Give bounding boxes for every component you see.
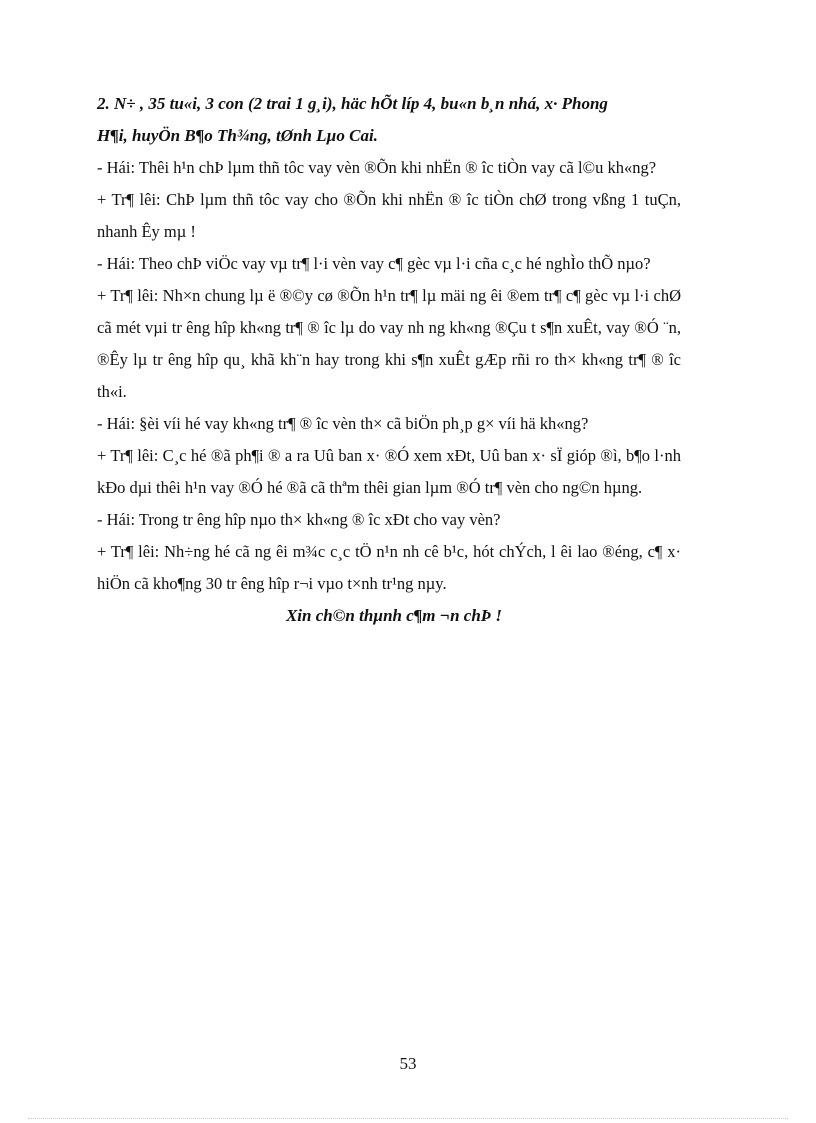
bottom-divider	[28, 1118, 788, 1119]
heading-line-1: 2. N÷ , 35 tu«i, 3 con (2 trai 1 g¸i), häc hÕt líp 4, bu«n b¸n nhá, x· Phong	[97, 94, 608, 113]
paragraph-answer-4: + Tr¶ lêi: Nh÷ng hé cã ng êi m¾c c¸c tÖ n¹n nh cê b¹c, hót chÝch, l êi lao ®éng, c¶ x· hiÖn cã kho¶ng 30 tr êng hîp r¬i vµo t×nh tr¹ng nµy.	[97, 542, 681, 593]
document-body	[97, 88, 681, 632]
heading	[97, 88, 681, 152]
paragraph-answer-3: + Tr¶ lêi: C¸c hé ®ã ph¶i ® a ra Uû ban x· ®Ó xem xÐt, Uû ban x· sÏ gióp ®ì, b¶o l·nh kÐo dµi thêi h¹n vay ®Ó hé ®ã cã thªm thêi gian lµm ®Ó tr¶ vèn cho ng©n hµng.	[97, 446, 681, 497]
paragraph-question-4: - Hái: Trong tr êng hîp nµo th× kh«ng ® îc xÐt cho vay vèn?	[97, 510, 501, 529]
paragraph-question-2: - Hái: Theo chÞ viÖc vay vµ tr¶ l·i vèn vay c¶ gèc vµ l·i cña c¸c hé nghÌo thÕ nµo?	[97, 254, 651, 273]
paragraph-question-3: - Hái: §èi víi hé vay kh«ng tr¶ ® îc vèn th× cã biÖn ph¸p g× víi hä kh«ng?	[97, 414, 589, 433]
page-number: 53	[399, 1054, 417, 1073]
paragraph-answer-2: + Tr¶ lêi: Nh×n chung lµ ë ®©y cø ®Õn h¹n tr¶ lµ mäi ng êi ®em tr¶ c¶ gèc vµ l·i chØ cã mét vµi tr êng hîp kh«ng tr¶ ® îc lµ do vay nh ng kh«ng ®Çu t s¶n xuÊt, vay ®Ó ¨n, ®Êy lµ tr êng hîp qu¸ khã kh¨n hay trong khi s¶n xuÊt gÆp rñi ro th× kh«ng tr¶ ® îc th«i.	[97, 286, 681, 401]
heading-line-2: H¶i, huyÖn B¶o Th¾ng, tØnh Lµo Cai.	[97, 126, 378, 145]
paragraph-question-1: - Hái: Thêi h¹n chÞ lµm thñ tôc vay vèn ®Õn khi nhËn ® îc tiÒn vay cã l©u kh«ng?	[97, 158, 657, 177]
paragraph-answer-1: + Tr¶ lêi: ChÞ lµm thñ tôc vay cho ®Õn khi nhËn ® îc tiÒn chØ trong vßng 1 tuÇn, nhanh Êy mµ !	[97, 190, 681, 241]
closing-line: Xin ch©n thµnh c¶m ¬n chÞ !	[285, 606, 503, 625]
